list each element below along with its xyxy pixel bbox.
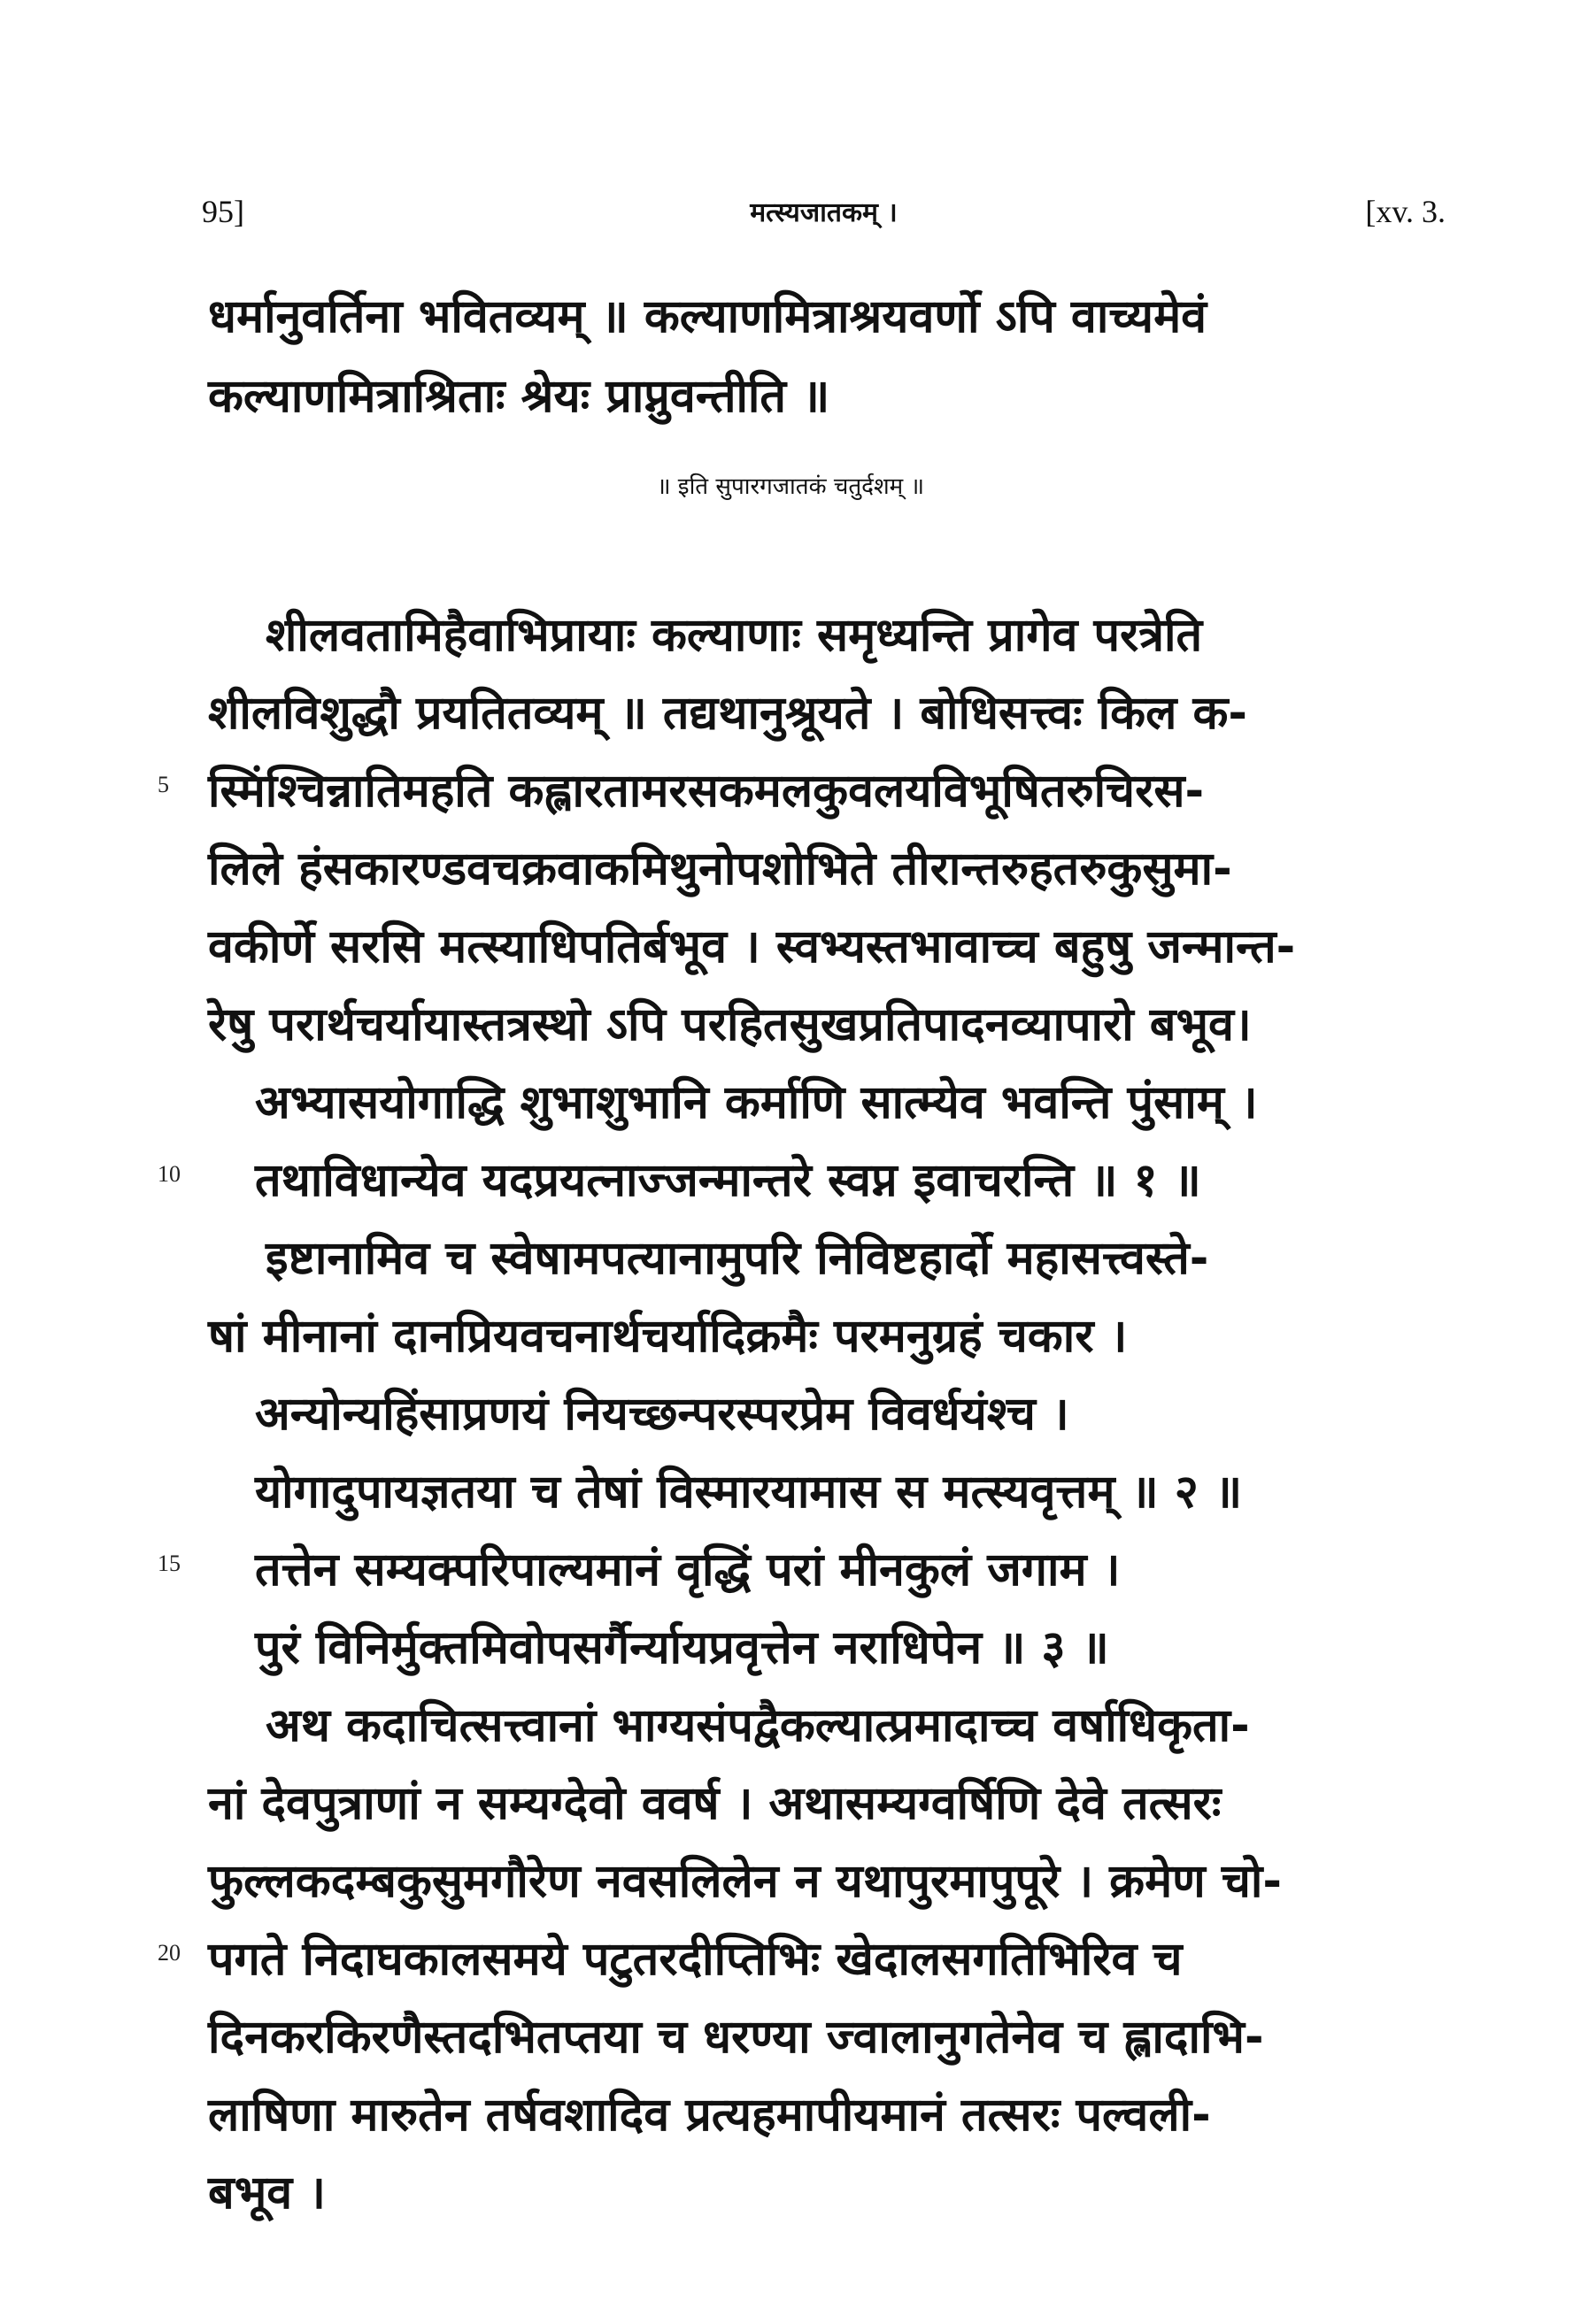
text-line: षां मीनानां दानप्रियवचनार्थचर्यादिक्रमैः परमनुग्रहं चकार । xyxy=(208,1310,1128,1363)
text-line: नां देवपुत्राणां न सम्यग्देवो ववर्ष । अथासम्यग्वर्षिणि देवे तत्सरः xyxy=(208,1777,1222,1830)
text-line: वकीर्णे सरसि मत्स्याधिपतिर्बभूव । स्वभ्यस्तभावाच्च बहुषु जन्मान्त- xyxy=(208,920,1296,973)
line-number: 5 xyxy=(158,772,169,797)
text-line: पगते निदाघकालसमये पटुतरदीप्तिभिः खेदालसगतिभिरिव च xyxy=(208,1933,1183,1986)
text-line: शीलविशुद्धौ प्रयतितव्यम् ॥ तद्यथानुश्रूयते । बोधिसत्त्वः किल क- xyxy=(208,687,1247,740)
text-line: कल्याणमित्राश्रिताः श्रेयः प्राप्नुवन्तीति ॥ xyxy=(208,370,830,423)
text-line: बभूव । xyxy=(208,2166,326,2220)
verse-line: तत्तेन सम्यक्परिपाल्यमानं वृद्धिं परां मीनकुलं जगाम । xyxy=(255,1543,1121,1597)
paragraph-start-line: शीलवतामिहैवाभिप्रायाः कल्याणाः समृध्यन्ति प्रागेव परत्रेति xyxy=(266,609,1203,662)
verse-line: अन्योन्यहिंसाप्रणयं नियच्छन्परस्परप्रेम विवर्धयंश्च । xyxy=(255,1388,1069,1441)
text-line: स्मिंश्चिन्नातिमहति कह्लारतामरसकमलकुवलयविभूषितरुचिरस- xyxy=(208,765,1205,818)
text-line: दिनकरकिरणैस्तदभितप्तया च धरण्या ज्वालानुगतेनेव च ह्लादाभि- xyxy=(208,2011,1264,2064)
running-title: मत्स्यजातकम् । xyxy=(750,197,898,228)
verse-line: योगादुपायज्ञतया च तेषां विस्मारयामास स मत्स्यवृत्तम् ॥ २ ॥ xyxy=(255,1466,1243,1519)
verse-line: अभ्यासयोगाद्धि शुभाशुभानि कर्माणि सात्म्येव भवन्ति पुंसाम् । xyxy=(255,1076,1258,1129)
text-line: लाषिणा मारुतेन तर्षवशादिव प्रत्यहमापीयमानं तत्सरः पल्वली- xyxy=(208,2089,1211,2142)
paragraph-start-line: इष्टानामिव च स्वेषामपत्यानामुपरि निविष्टहार्दो महासत्त्वस्ते- xyxy=(266,1232,1209,1285)
section-reference: [xv. 3. xyxy=(1365,194,1446,229)
verse-line: तथाविधान्येव यदप्रयत्नाज्जन्मान्तरे स्वप्न इवाचरन्ति ॥ १ ॥ xyxy=(255,1154,1201,1207)
text-line: रेषु परार्थचर्यायास्तत्रस्थो ऽपि परहितसुखप्रतिपादनव्यापारो बभूव। xyxy=(208,998,1252,1051)
chapter-colophon: ॥ इति सुपारगजातकं चतुर्दशम् ॥ xyxy=(656,473,925,500)
text-line: फुल्लकदम्बकुसुमगौरेण नवसलिलेन न यथापुरमापुपूरे । क्रमेण चो- xyxy=(208,1855,1282,1908)
verse-line: पुरं विनिर्मुक्तमिवोपसर्गैर्न्यायप्रवृत्तेन नराधिपेन ॥ ३ ॥ xyxy=(255,1621,1109,1674)
text-line: लिले हंसकारण्डवचक्रवाकमिथुनोपशोभिते तीरान्तरुहतरुकुसुमा- xyxy=(208,843,1232,896)
text-line: धर्मानुवर्तिना भवितव्यम् ॥ कल्याणमित्राश्रयवर्णो ऽपि वाच्यमेवं xyxy=(208,290,1207,343)
page-number: 95] xyxy=(202,194,244,229)
line-number: 20 xyxy=(158,1940,181,1966)
page-header xyxy=(202,193,1446,237)
paragraph-start-line: अथ कदाचित्सत्त्वानां भाग्यसंपद्वैकल्यात्प्रमादाच्च वर्षाधिकृता- xyxy=(266,1699,1250,1752)
line-number: 10 xyxy=(158,1161,181,1187)
line-number: 15 xyxy=(158,1551,181,1576)
